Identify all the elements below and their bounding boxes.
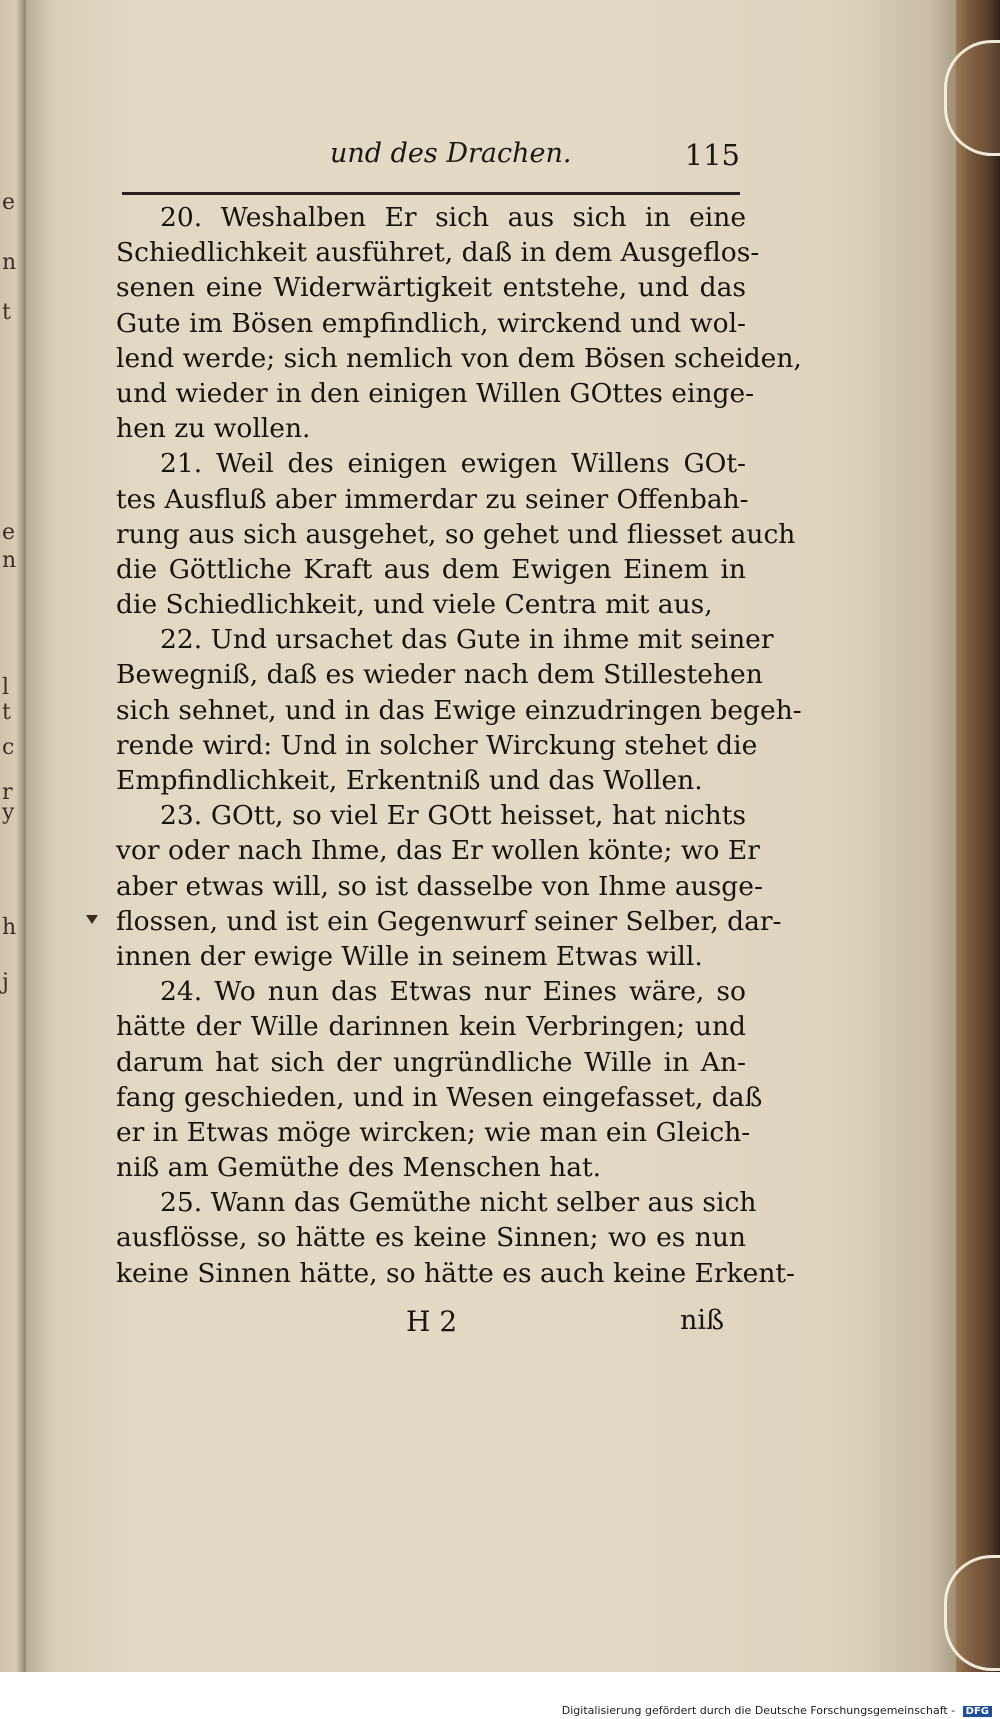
text-line: aber etwas will, so ist dasselbe von Ihme ausge-: [116, 870, 763, 902]
text-line: darum hat sich der ungründliche Wille in An-: [116, 1046, 746, 1078]
viewer-footer-bar: [0, 1672, 1000, 1719]
text-line: die Schiedlichkeit, und viele Centra mit aus,: [116, 589, 713, 621]
left-page-fragment: n: [2, 250, 17, 275]
header-rule: [122, 192, 740, 195]
left-page-fragment: t: [2, 700, 11, 725]
left-page-fragment: h: [2, 915, 17, 940]
paragraph-first-line: 20. Weshalben Er sich aus sich in eine: [160, 202, 746, 233]
text-line: rende wird: Und in solcher Wirckung stehet die: [116, 729, 758, 761]
text-line: hen zu wollen.: [116, 413, 311, 445]
dfg-logo: DFG: [963, 1706, 992, 1717]
paragraph-first-line: 25. Wann das Gemüthe nicht selber aus sich: [160, 1187, 757, 1219]
text-line: vor oder nach Ihme, das Er wollen könte; wo Er: [116, 835, 760, 867]
page-header: [330, 138, 740, 178]
text-line: flossen, und ist ein Gegenwurf seiner Selber, dar-: [116, 905, 782, 937]
left-page-fragment: r: [2, 780, 13, 805]
paragraph-first-line: 21. Weil des einigen ewigen Willens GOt-: [160, 448, 746, 480]
funding-credit-text: Digitalisierung gefördert durch die Deutsche Forschungsgemeinschaft -: [561, 1704, 956, 1717]
paragraph-first-line: 24. Wo nun das Etwas nur Eines wäre, so: [160, 976, 746, 1008]
left-page-fragment: n: [2, 548, 17, 573]
text-line: Empfindlichkeit, Erkentniß und das Wollen.: [116, 765, 703, 796]
text-line: hätte der Wille darinnen kein Verbringen; und: [116, 1011, 746, 1043]
left-page-fragment: e: [2, 520, 16, 545]
signature-mark: H 2: [406, 1305, 458, 1338]
text-line: rung aus sich ausgehet, so gehet und fliesset auch: [116, 518, 796, 550]
body-text: [116, 200, 802, 1291]
left-page-fragment: e: [2, 190, 16, 215]
left-page-edge: [0, 0, 26, 1672]
text-line: keine Sinnen hätte, so hätte es auch keine Erkent-: [116, 1257, 795, 1289]
left-page-fragment: j: [2, 970, 9, 995]
left-page-fragment: c: [2, 735, 15, 760]
paragraph-first-line: 22. Und ursachet das Gute in ihme mit seiner: [160, 624, 774, 656]
running-head: und des Drachen.: [330, 138, 572, 169]
text-line: senen eine Widerwärtigkeit entstehe, und das: [116, 272, 746, 304]
page-block-edge: [956, 0, 1000, 1672]
left-page-fragment: t: [2, 300, 11, 325]
funding-credit: [562, 1704, 992, 1717]
text-line: er in Etwas möge wircken; wie man ein Gleich-: [116, 1116, 751, 1148]
left-page-fragment: l: [2, 675, 10, 700]
page-number: 115: [684, 138, 740, 172]
text-line: sich sehnet, und in das Ewige einzudringen begeh-: [116, 694, 802, 726]
text-line: innen der ewige Wille in seinem Etwas will.: [116, 940, 703, 972]
text-line: Bewegniß, daß es wieder nach dem Stillestehen: [116, 659, 763, 691]
text-line: Schiedlichkeit ausführet, daß in dem Ausgeflos-: [116, 237, 760, 269]
paragraph-first-line: 23. GOtt, so viel Er GOtt heisset, hat nichts: [160, 800, 746, 832]
text-line: ausflösse, so hätte es keine Sinnen; wo es nun: [116, 1222, 746, 1254]
text-line: tes Ausfluß aber immerdar zu seiner Offenbah-: [116, 483, 749, 515]
text-line: Gute im Bösen empfindlich, wirckend und wol-: [116, 307, 746, 339]
left-page-fragment: y: [2, 800, 15, 825]
text-line: die Göttliche Kraft aus dem Ewigen Einem in: [116, 553, 746, 585]
text-line: und wieder in den einigen Willen GOttes einge-: [116, 377, 755, 409]
text-line: niß am Gemüthe des Menschen hat.: [116, 1152, 602, 1184]
page-footer: [116, 1305, 746, 1345]
text-line: lend werde; sich nemlich von dem Bösen scheiden,: [116, 342, 802, 374]
text-line: fang geschieden, und in Wesen eingefasset, daß: [116, 1081, 763, 1113]
catchword: niß: [679, 1305, 724, 1336]
margin-marker-icon: [86, 915, 98, 924]
